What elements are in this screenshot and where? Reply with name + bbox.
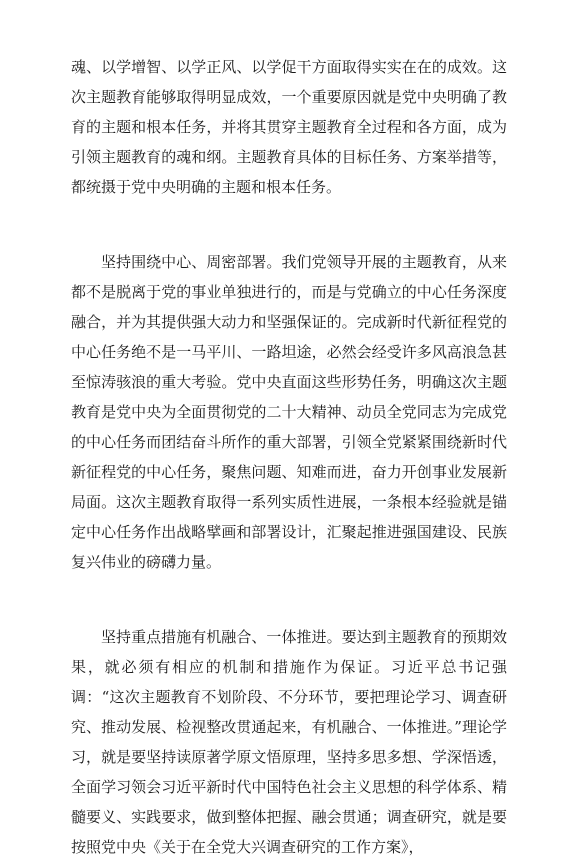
paragraph-3: 坚持重点措施有机融合、一体推进。要达到主题教育的预期效果，就必须有相应的机制和措施作为保证。习近平总书记强调：“这次主题教育不划阶段、不分环节，要把理论学习、调查研究、推动发展、检视整改贯通起来，有机融合、一体推进。”理论学习，就是要坚持读原著学原文悟原理，坚持多思多想、学深悟透，全面学习领会习近平新时代中国特色社会主义思想的科学体系、精髓要义、实践要求，做到整体把握、融会贯通；调查研究，就是要按照党中央《关于在全党大兴调查研究的工作方案》， [71, 628, 507, 856]
paragraph-gap [71, 202, 507, 247]
paragraph-gap [71, 577, 507, 622]
paragraph-1: 魂、以学增智、以学正风、以学促干方面取得实实在在的成效。这次主题教育能够取得明显成效，一个重要原因就是党中央明确了教育的主题和根本任务，并将其贯穿主题教育全过程和各方面，成为引领主题教育的魂和纲。主题教育具体的目标任务、方案举措等，都统摄于党中央明确的主题和根本任务。 [71, 58, 507, 196]
paragraph-2: 坚持围绕中心、周密部署。我们党领导开展的主题教育，从来都不是脱离于党的事业单独进行的，而是与党确立的中心任务深度融合，并为其提供强大动力和坚强保证的。完成新时代新征程党的中心任务绝不是一马平川、一路坦途，必然会经受许多风高浪急甚至惊涛骇浪的重大考验。党中央直面这些形势任务，明确这次主题教育是党中央为全面贯彻党的二十大精神、动员全党同志为完成党的中心任务而团结奋斗所作的重大部署，引领全党紧紧围绕新时代新征程党的中心任务，聚焦问题、知难而进，奋力开创事业发展新局面。这次主题教育取得一系列实质性进展，一条根本经验就是锚定中心任务作出战略擘画和部署设计，汇聚起推进强国建设、民族复兴伟业的磅礴力量。 [71, 253, 507, 571]
document-body [71, 52, 507, 862]
